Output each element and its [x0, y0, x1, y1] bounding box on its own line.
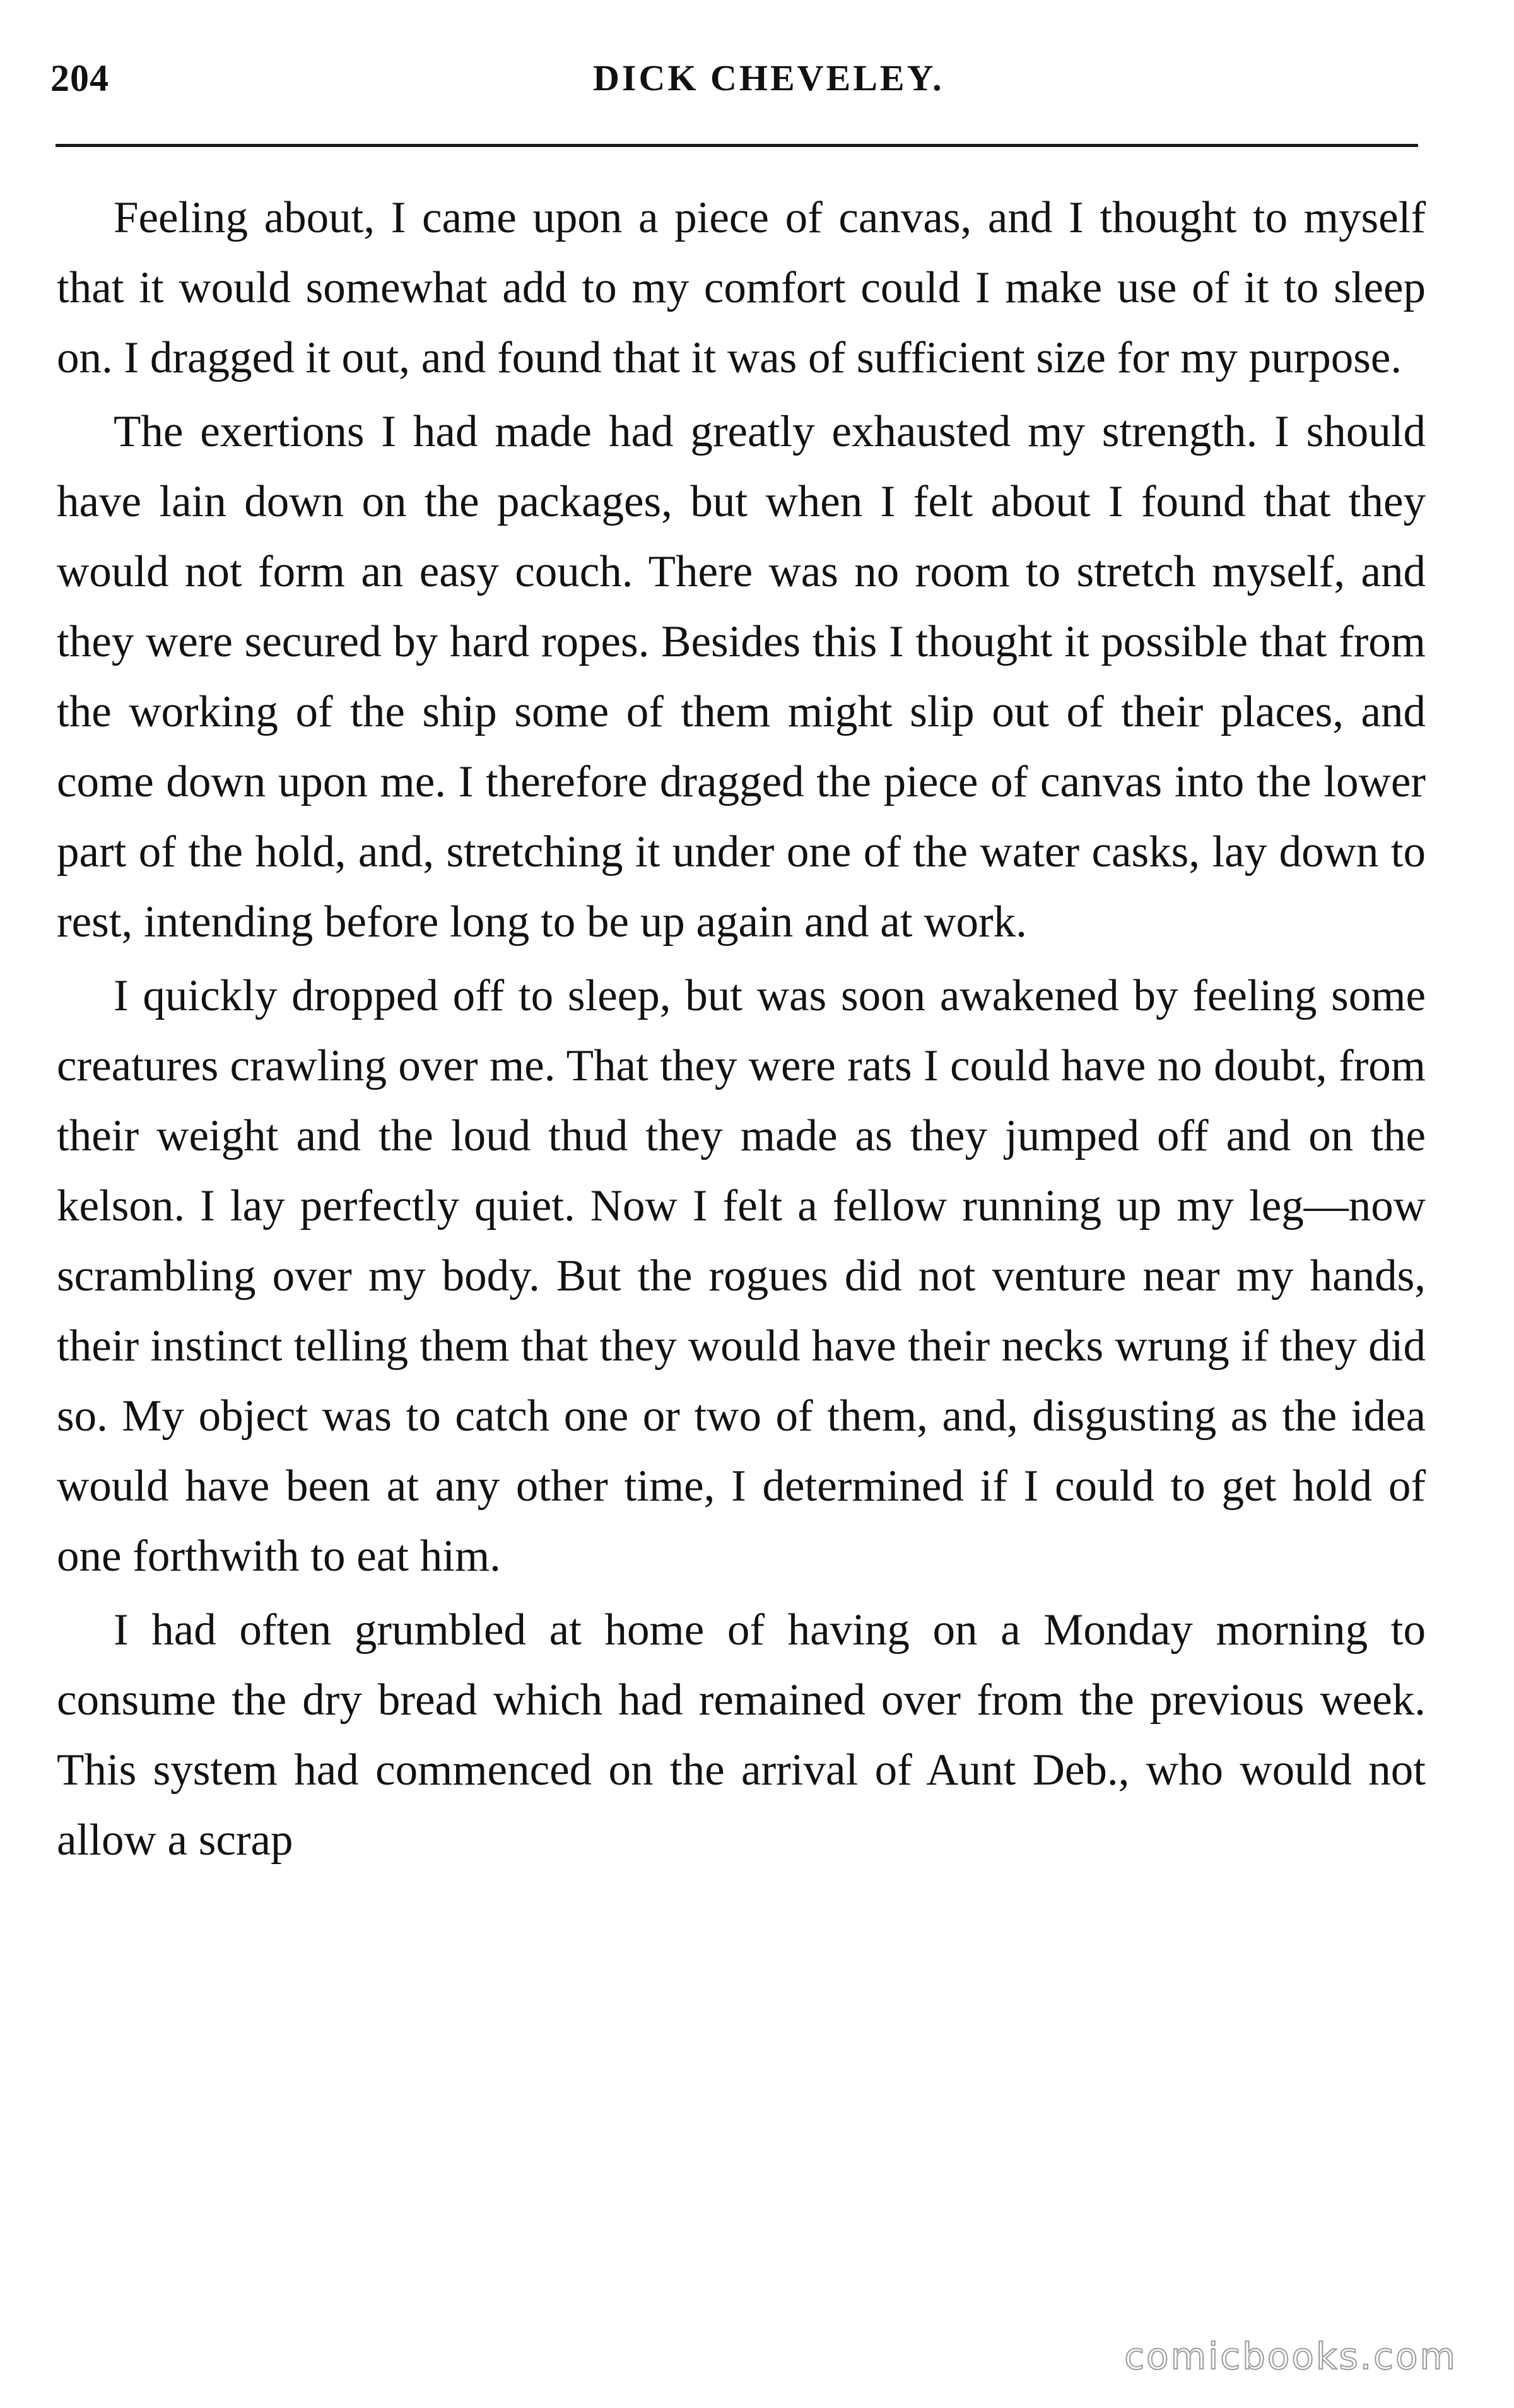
body-text [57, 183, 1426, 1879]
paragraph-2: The exertions I had made had greatly exhausted my strength. I should have lain down on the packages, but when I felt about I found that they would not form an easy couch. There was no room to stretch myself, and they were secured by hard ropes. Besides this I thought it possible that from the working of the ship some of them might slip out of their places, and come down upon me. I therefore dragged the piece of canvas into the lower part of the hold, and, stretching it under one of the water casks, lay down to rest, intending before long to be up again and at work. [57, 407, 1426, 947]
page-number: 204 [50, 57, 109, 99]
paragraph-3: I quickly dropped off to sleep, but was soon awakened by feeling some creatures crawling over me. That they were rats I could have no doubt, from their weight and the loud thud they made as they jumped off and on the kelson. I lay perfectly quiet. Now I felt a fellow running up my leg—now scrambling over my body. But the rogues did not venture near my hands, their instinct telling them that they would have their necks wrung if they did so. My object was to catch one or two of them, and, disgusting as the idea would have been at any other time, I determined if I could to get hold of one forthwith to eat him. [57, 971, 1426, 1581]
header-rule [56, 144, 1418, 147]
watermark: comicbooks.com [1124, 2335, 1457, 2378]
running-title: DICK CHEVELEY. [593, 57, 944, 98]
paragraph-1: Feeling about, I came upon a piece of canvas, and I thought to myself that it would somewhat add to my comfort could I make use of it to sleep on. I dragged it out, and found that it was of sufficient size for my purpose. [57, 193, 1426, 382]
paragraph-4: I had often grumbled at home of having on a Monday morning to consume the dry bread which had remained over from the previous week. This system had commenced on the arrival of Aunt Deb., who would not allow a scrap [57, 1605, 1426, 1865]
page-header [50, 57, 1419, 107]
